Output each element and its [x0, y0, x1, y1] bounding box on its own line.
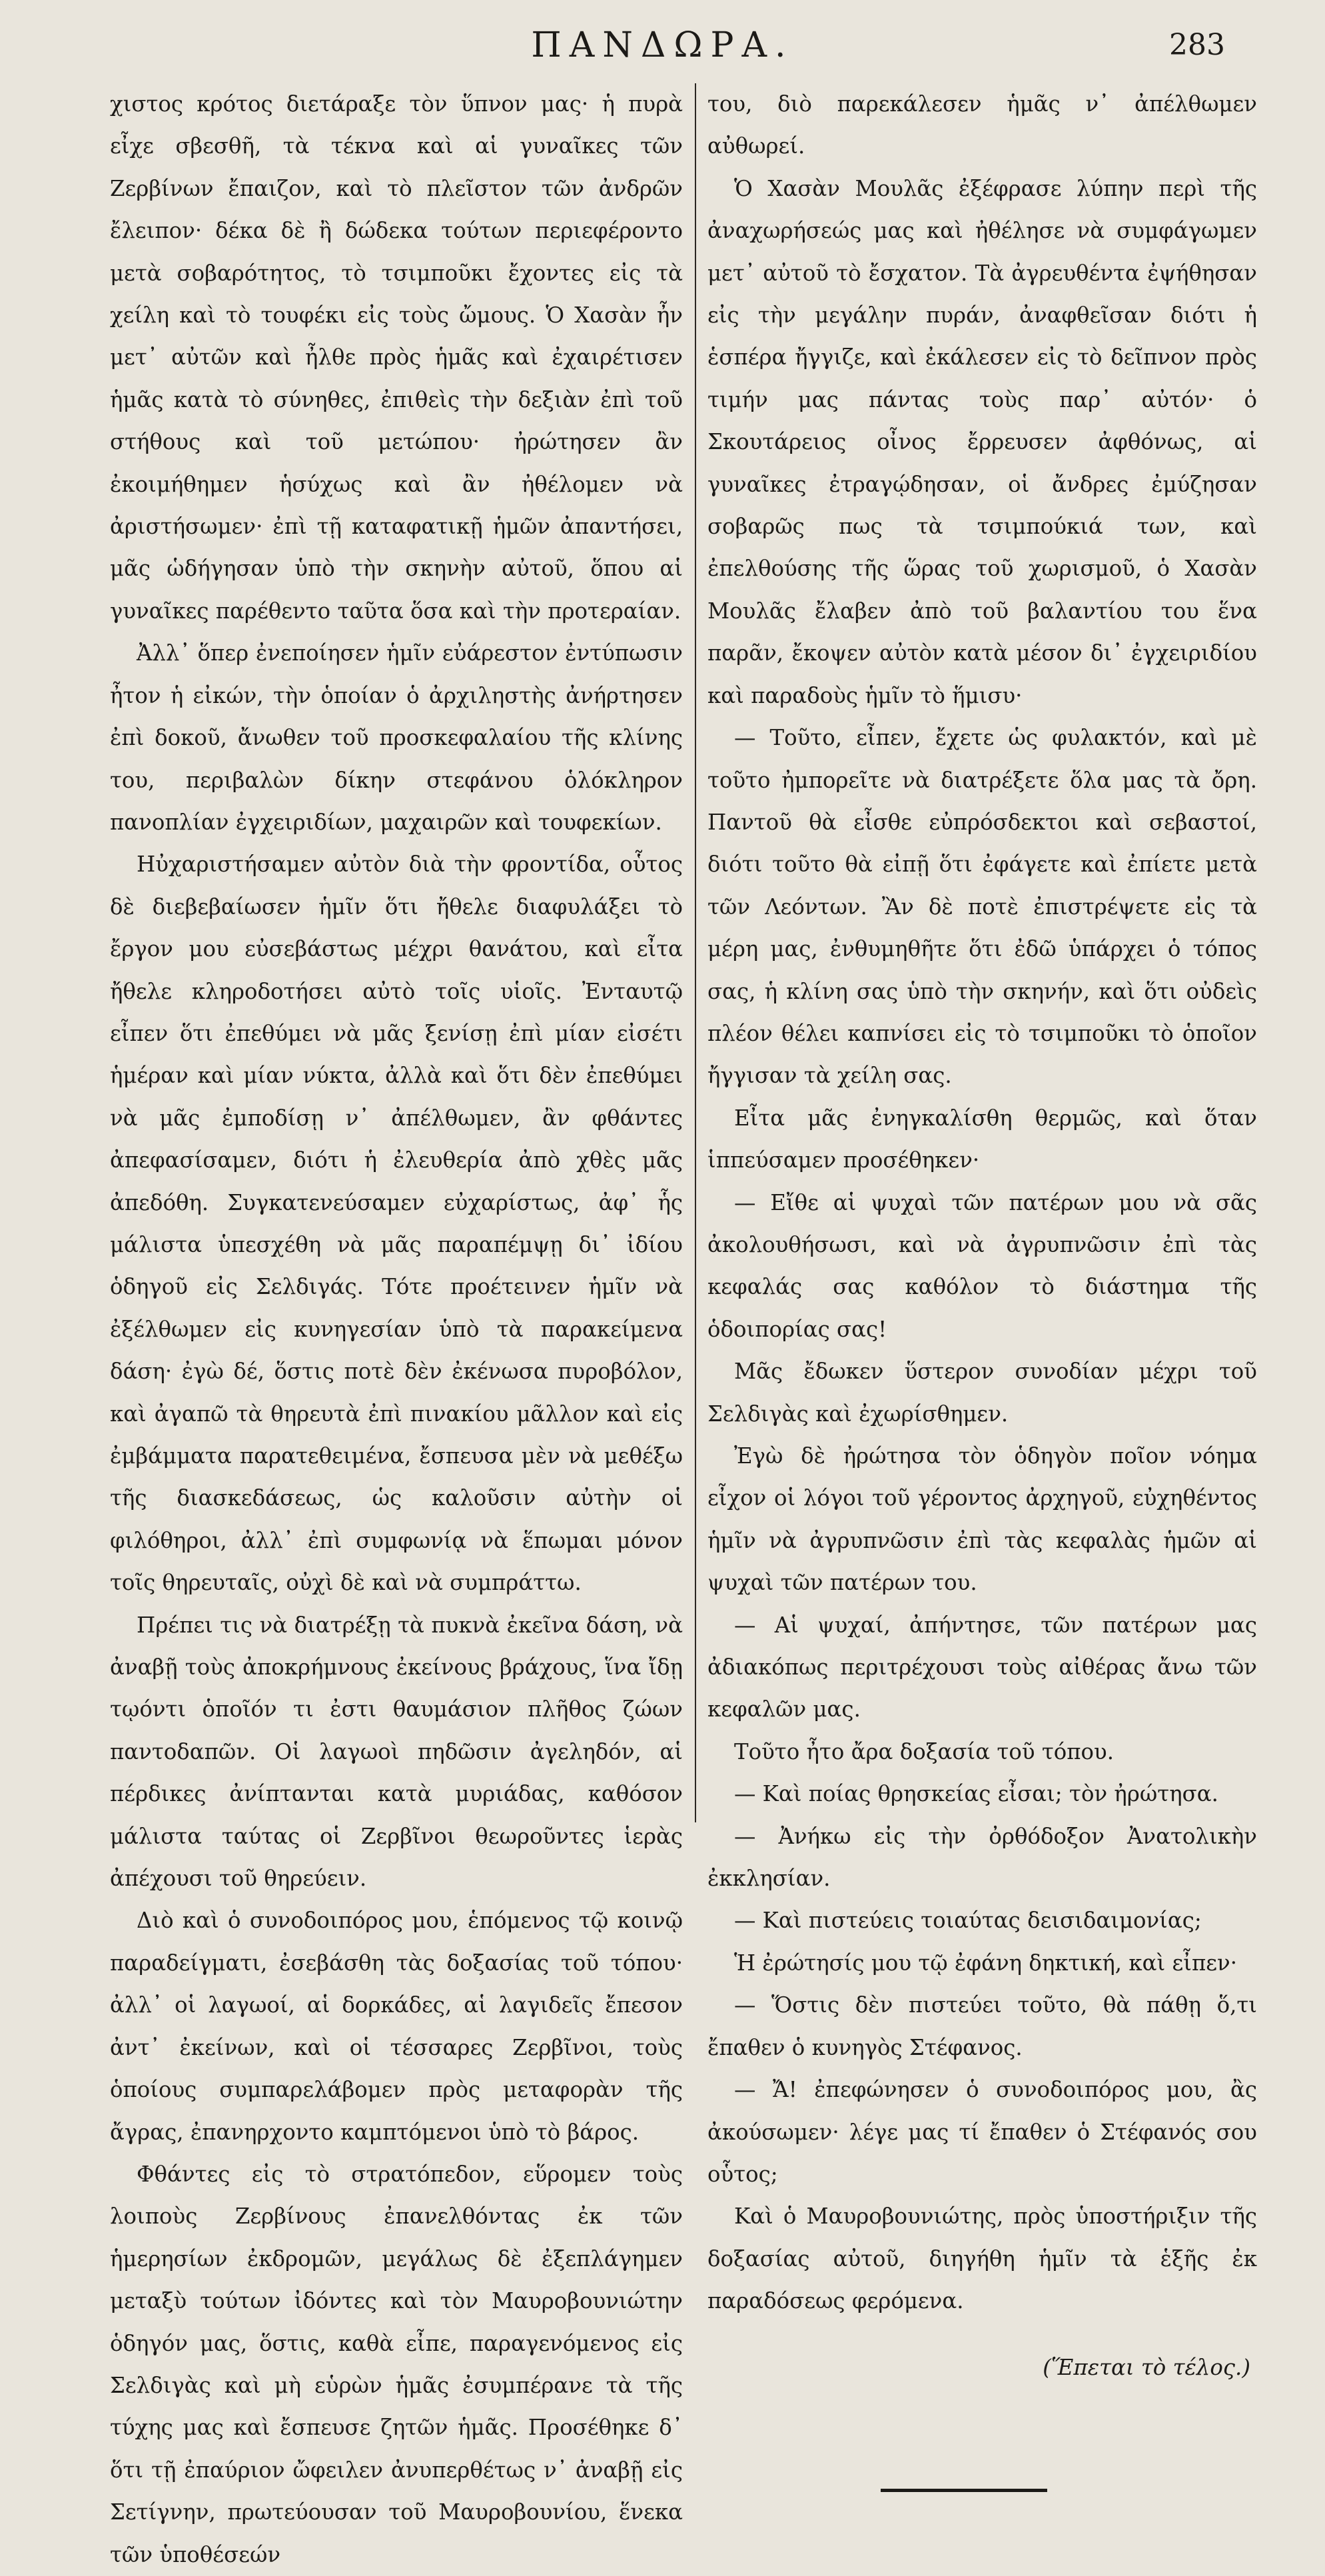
- paragraph: Ηὐχαριστήσαμεν αὐτὸν διὰ τὴν φροντίδα, οὗτος δὲ διεβεβαίωσεν ἡμῖν ὅτι ἤθελε διαφυλάξει τὸ ἔργον μου εὐσεβάστως μέχρι θανάτου, καὶ εἶτα ἤθελε κληροδοτήσει αὐτὸ τοῖς υἱοῖς. Ἐνταυτῷ εἶπεν ὅτι ἐπεθύμει νὰ μᾶς ξενίσῃ ἐπὶ μίαν εἰσέτι ἡμέραν καὶ μίαν νύκτα, ἀλλὰ καὶ ὅτι δὲν ἐπεθύμει νὰ μᾶς ἐμποδίσῃ ν᾽ ἀπέλθωμεν, ἂν φθάντες ἀπεφασίσαμεν, διότι ἡ ἐλευθερία ἀπὸ χθὲς μᾶς ἀπεδόθη. Συγκατενεύσαμεν εὐχαρίστως, ἀφ᾽ ἧς μάλιστα ὑπεσχέθη νὰ μᾶς παραπέμψῃ δι᾽ ἰδίου ὁδηγοῦ εἰς Σελδιγάς. Τότε προέτεινεν ἡμῖν νὰ ἐξέλθωμεν εἰς κυνηγεσίαν ὑπὸ τὰ παρακείμενα δάση· ἐγὼ δέ, ὅστις ποτὲ δὲν ἐκένωσα πυροβόλον, καὶ ἀγαπῶ τὰ θηρευτὰ ἐπὶ πινακίου μᾶλλον καὶ εἰς ἐμβάμματα παρατεθειμένα, ἔσπευσα μὲν νὰ μεθέξω τῆς διασκεδάσεως, ὡς καλοῦσιν αὐτὴν οἱ φιλόθηροι, ἀλλ᾽ ἐπὶ συμφωνίᾳ νὰ ἕπωμαι μόνον τοῖς θηρευταῖς, οὐχὶ δὲ καὶ νὰ συμπράττω.: [110, 852, 683, 1596]
- end-rule: [881, 2489, 1047, 2492]
- paragraph: Φθάντες εἰς τὸ στρατόπεδον, εὕρομεν τοὺς λοιποὺς Ζερβίνους ἐπανελθόντας ἐκ τῶν ἡμερησίων ἐκδρομῶν, μεγάλως δὲ ἐξεπλάγημεν μεταξὺ τούτων ἰδόντες καὶ τὸν Μαυροβουνιώτην ὁδηγόν μας, ὅστις, καθὰ εἶπε, παραγενόμενος εἰς Σελδιγὰς καὶ μὴ εὑρὼν ἡμᾶς ἐσυμπέρανε τὰ τῆς τύχης μας καὶ ἔσπευσε ζητῶν ἡμᾶς. Προσέθηκε δ᾽ ὅτι τῇ ἐπαύριον ὤφειλεν ἀνυπερθέτως ν᾽ ἀναβῇ εἰς Σετίγνην, πρωτεύουσαν τοῦ Μαυροβουνίου, ἕνεκα τῶν ὑποθέσεών: [110, 2161, 683, 2567]
- paragraph: Διὸ καὶ ὁ συνοδοιπόρος μου, ἑπόμενος τῷ κοινῷ παραδείγματι, ἐσεβάσθη τὰς δοξασίας τοῦ τόπου· ἀλλ᾽ οἱ λαγωοί, αἱ δορκάδες, αἱ λαγιδεῖς ἔπεσον ἀντ᾽ ἐκείνων, καὶ οἱ τέσσαρες Ζερβῖνοι, τοὺς ὁποίους συμπαρελάβομεν πρὸς μεταφορὰν τῆς ἄγρας, ἐπανηρχοντο καμπτόμενοι ὑπὸ τὸ βάρος.: [110, 1908, 683, 2145]
- paragraph: — Καὶ πιστεύεις τοιαύτας δεισιδαιμονίας;: [734, 1908, 1202, 1934]
- column-divider: [695, 83, 696, 1822]
- paragraph: του, διὸ παρεκάλεσεν ἡμᾶς ν᾽ ἀπέλθωμεν αὐθωρεί.: [707, 91, 1257, 159]
- page-header: [0, 19, 1325, 79]
- paragraph: Καὶ ὁ Μαυροβουνιώτης, πρὸς ὑποστήριξιν τῆς δοξασίας αὐτοῦ, διηγήθη ἡμῖν τὰ ἑξῆς ἐκ παραδόσεως φερόμενα.: [707, 2204, 1257, 2314]
- paragraph: — Εἴθε αἱ ψυχαὶ τῶν πατέρων μου νὰ σᾶς ἀκολουθήσωσι, καὶ νὰ ἀγρυπνῶσιν ἐπὶ τὰς κεφαλάς σας καθόλον τὸ διάστημα τῆς ὁδοιπορίας σας!: [707, 1189, 1257, 1342]
- paragraph: Μᾶς ἔδωκεν ὕστερον συνοδίαν μέχρι τοῦ Σελδιγὰς καὶ ἐχωρίσθημεν.: [707, 1359, 1257, 1427]
- paragraph: — Ἀνήκω εἰς τὴν ὀρθόδοξον Ἀνατολικὴν ἐκκλησίαν.: [707, 1823, 1257, 1892]
- paragraph: — Ὅστις δὲν πιστεύει τοῦτο, θὰ πάθῃ ὅ,τι ἔπαθεν ὁ κυνηγὸς Στέφανος.: [707, 1992, 1257, 2060]
- page-number: 283: [1169, 28, 1225, 62]
- left-column: [110, 83, 683, 2567]
- paragraph: χιστος κρότος διετάραξε τὸν ὕπνον μας· ἡ πυρὰ εἶχε σβεσθῆ, τὰ τέκνα καὶ αἱ γυναῖκες τῶν Ζερβίνων ἔπαιζον, καὶ τὸ πλεῖστον τῶν ἀνδρῶν ἔλειπον· δέκα δὲ ἢ δώδεκα τούτων περιεφέροντο μετὰ σοβαρότητος, τὸ τσιμποῦκι ἔχοντες εἰς τὰ χείλη καὶ τὸ τουφέκι εἰς τοὺς ὤμους. Ὁ Χασὰν ἦν μετ᾽ αὐτῶν καὶ ἦλθε πρὸς ἡμᾶς καὶ ἐχαιρέτισεν ἡμᾶς κατὰ τὸ σύνηθες, ἐπιθεὶς τὴν δεξιὰν ἐπὶ τοῦ στήθους καὶ τοῦ μετώπου· ἠρώτησεν ἂν ἐκοιμήθημεν ἡσύχως καὶ ἂν ἠθέλομεν νὰ ἀριστήσωμεν· ἐπὶ τῇ καταφατικῇ ἡμῶν ἀπαντήσει, μᾶς ὡδήγησαν ὑπὸ τὴν σκηνὴν αὐτοῦ, ὅπου αἱ γυναῖκες παρέθεντο ταῦτα ὅσα καὶ τὴν προτεραίαν.: [110, 91, 683, 624]
- paragraph: Ἐγὼ δὲ ἠρώτησα τὸν ὁδηγὸν ποῖον νόημα εἶχον οἱ λόγοι τοῦ γέροντος ἀρχηγοῦ, εὐχηθέντος ἡμῖν νὰ ἀγρυπνῶσιν ἐπὶ τὰς κεφαλὰς ἡμῶν αἱ ψυχαὶ τῶν πατέρων του.: [707, 1443, 1257, 1596]
- paragraph: — Ἄ! ἐπεφώνησεν ὁ συνοδοιπόρος μου, ἂς ἀκούσωμεν· λέγε μας τί ἔπαθεν ὁ Στέφανός σου οὗτος;: [707, 2077, 1257, 2187]
- paragraph: — Καὶ ποίας θρησκείας εἶσαι; τὸν ἠρώτησα.: [734, 1781, 1218, 1807]
- paragraph: Ἡ ἐρώτησίς μου τῷ ἐφάνη δηκτική, καὶ εἶπεν·: [734, 1950, 1237, 1976]
- paragraph: — Αἱ ψυχαί, ἀπήντησε, τῶν πατέρων μας ἀδιακόπως περιτρέχουσι τοὺς αἰθέρας ἄνω τῶν κεφαλῶν μας.: [707, 1612, 1257, 1722]
- continuation-note: (Ἕπεται τὸ τέλος.): [1043, 2354, 1250, 2380]
- paragraph: Ἀλλ᾽ ὅπερ ἐνεποίησεν ἡμῖν εὐάρεστον ἐντύπωσιν ἦτον ἡ εἰκών, τὴν ὁποίαν ὁ ἀρχιληστὴς ἀνήρτησεν ἐπὶ δοκοῦ, ἄνωθεν τοῦ προσκεφαλαίου τῆς κλίνης του, περιβαλὼν δίκην στεφάνου ὁλόκληρον πανοπλίαν ἐγχειριδίων, μαχαιρῶν καὶ τουφεκίων.: [110, 640, 683, 835]
- paragraph: Πρέπει τις νὰ διατρέξῃ τὰ πυκνὰ ἐκεῖνα δάση, νὰ ἀναβῇ τοὺς ἀποκρήμνους ἐκείνους βράχους, ἵνα ἴδῃ τῳόντι ὁποῖόν τι ἐστι θαυμάσιον πλῆθος ζώων παντοδαπῶν. Οἱ λαγωοὶ πηδῶσιν ἀγεληδόν, αἱ πέρδικες ἀνίπτανται κατὰ μυριάδας, καθόσον μάλιστα ταύτας οἱ Ζερβῖνοι θεωροῦντες ἱερὰς ἀπέχουσι τοῦ θηρεύειν.: [110, 1612, 683, 1892]
- paragraph: Ὁ Χασὰν Μουλᾶς ἐξέφρασε λύπην περὶ τῆς ἀναχωρήσεώς μας καὶ ἠθέλησε νὰ συμφάγωμεν μετ᾽ αὐτοῦ τὸ ἔσχατον. Τὰ ἀγρευθέντα ἐψήθησαν εἰς τὴν μεγάλην πυράν, ἀναφθεῖσαν διότι ἡ ἑσπέρα ἤγγιζε, καὶ ἐκάλεσεν εἰς τὸ δεῖπνον πρὸς τιμήν μας πάντας τοὺς παρ᾽ αὐτόν· ὁ Σκουτάρειος οἶνος ἔρρευσεν ἀφθόνως, αἱ γυναῖκες ἐτραγῴδησαν, οἱ ἄνδρες ἐμύζησαν σοβαρῶς πως τὰ τσιμπούκιά των, καὶ ἐπελθούσης τῆς ὥρας τοῦ χωρισμοῦ, ὁ Χασὰν Μουλᾶς ἔλαβεν ἀπὸ τοῦ βαλαντίου του ἕνα παρᾶν, ἔκοψεν αὐτὸν κατὰ μέσον δι᾽ ἐγχειριδίου καὶ παραδοὺς ἡμῖν τὸ ἥμισυ·: [707, 175, 1257, 708]
- paragraph: Τοῦτο ἦτο ἄρα δοξασία τοῦ τόπου.: [734, 1738, 1114, 1764]
- right-column: [707, 83, 1257, 2380]
- paragraph: — Τοῦτο, εἶπεν, ἔχετε ὡς φυλακτόν, καὶ μὲ τοῦτο ἠμπορεῖτε νὰ διατρέξετε ὅλα μας τὰ ὄρη. Παντοῦ θὰ εἶσθε εὐπρόσδεκτοι καὶ σεβαστοί, διότι τοῦτο θὰ εἰπῇ ὅτι ἐφάγετε καὶ ἐπίετε μετὰ τῶν Λεόντων. Ἂν δὲ ποτὲ ἐπιστρέψετε εἰς τὰ μέρη μας, ἐνθυμηθῆτε ὅτι ἐδῶ ὑπάρχει ὁ τόπος σας, ἡ κλίνη σας ὑπὸ τὴν σκηνήν, καὶ ὅτι οὐδεὶς πλέον θέλει καπνίσει εἰς τὸ τσιμποῦκι τὸ ὁποῖον ἤγγισαν τὰ χείλη σας.: [707, 725, 1257, 1089]
- journal-title: ΠΑΝΔΩΡΑ.: [531, 25, 794, 65]
- paragraph: Εἶτα μᾶς ἐνηγκαλίσθη θερμῶς, καὶ ὅταν ἱππεύσαμεν προσέθηκεν·: [707, 1105, 1257, 1173]
